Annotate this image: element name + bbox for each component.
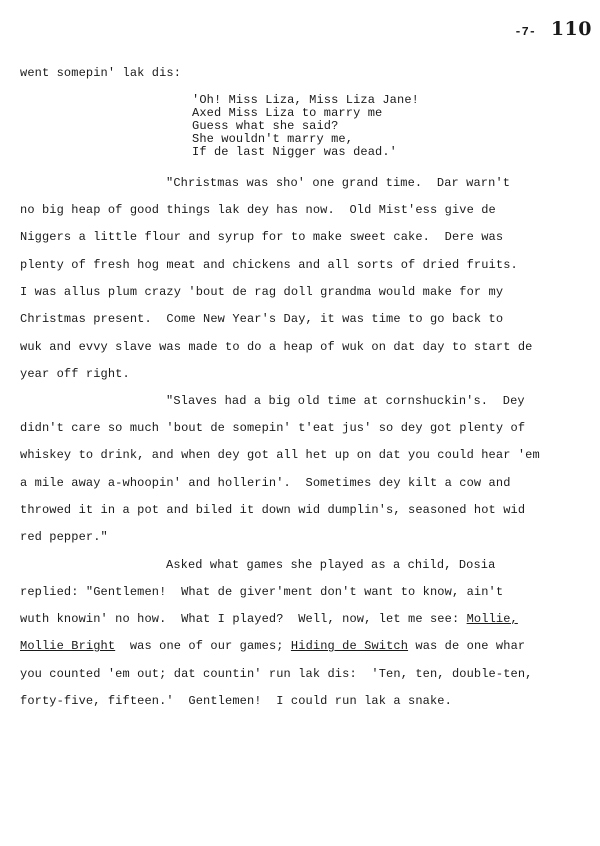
paragraph-line: year off right. [20, 367, 130, 381]
paragraph-text: wuth knowin' no how. What I played? Well, now, let me see: [20, 612, 460, 626]
paragraph-line: whiskey to drink, and when dey got all het up on dat you could hear 'em [20, 448, 540, 462]
paragraph-line: "Slaves had a big old time at cornshuckin's. Dey [166, 394, 525, 408]
paragraph-line: forty-five, fifteen.' Gentlemen! I could run lak a snake. [20, 694, 452, 708]
verse-line: She wouldn't marry me, [192, 132, 354, 146]
paragraph-line: you counted 'em out; dat countin' run lak dis: 'Ten, ten, double-ten, [20, 667, 533, 681]
verse-line: Axed Miss Liza to marry me [192, 106, 383, 120]
paragraph-line: no big heap of good things lak dey has now. Old Mist'ess give de [20, 203, 496, 217]
paragraph-text: was de one whar [415, 639, 526, 653]
intro-line: went somepin' lak dis: [20, 66, 182, 80]
paragraph-line: throwed it in a pot and biled it down wid dumplin's, seasoned hot wid [20, 503, 526, 517]
game-title-mollie-bright: Mollie Bright [20, 639, 116, 653]
game-title-hiding-de-switch: Hiding de Switch [290, 639, 409, 653]
paragraph-line: Niggers a little flour and syrup for to make sweet cake. Dere was [20, 230, 504, 244]
verse-line: 'Oh! Miss Liza, Miss Liza Jane! [192, 93, 419, 107]
page-number: 110 [550, 18, 592, 40]
paragraph-line [20, 612, 518, 626]
verse-line: Guess what she said? [192, 119, 339, 133]
verse-line: If de last Nigger was dead.' [192, 145, 397, 159]
paragraph-line: wuk and evvy slave was made to do a heap of wuk on dat day to start de [20, 340, 533, 354]
paragraph-line: plenty of fresh hog meat and chickens and all sorts of dried fruits. [20, 258, 518, 272]
paragraph-line: Asked what games she played as a child, Dosia [166, 558, 496, 572]
paragraph-line: replied: "Gentlemen! What de giver'ment don't want to know, ain't [20, 585, 504, 599]
game-title-mollie: Mollie, [466, 612, 518, 626]
paragraph-line: I was allus plum crazy 'bout de rag doll grandma would make for my [20, 285, 504, 299]
paragraph-line: red pepper." [20, 530, 108, 544]
paragraph-line: didn't care so much 'bout de somepin' t'eat jus' so dey got plenty of [20, 421, 526, 435]
paragraph-line [20, 639, 525, 653]
paragraph-line: Christmas present. Come New Year's Day, it was time to go back to [20, 312, 504, 326]
paragraph-text: was one of our games; [129, 639, 284, 653]
page-marker: -7- [514, 25, 536, 39]
paragraph-line: a mile away a-whoopin' and hollerin'. Sometimes dey kilt a cow and [20, 476, 511, 490]
paragraph-line: "Christmas was sho' one grand time. Dar warn't [166, 176, 511, 190]
